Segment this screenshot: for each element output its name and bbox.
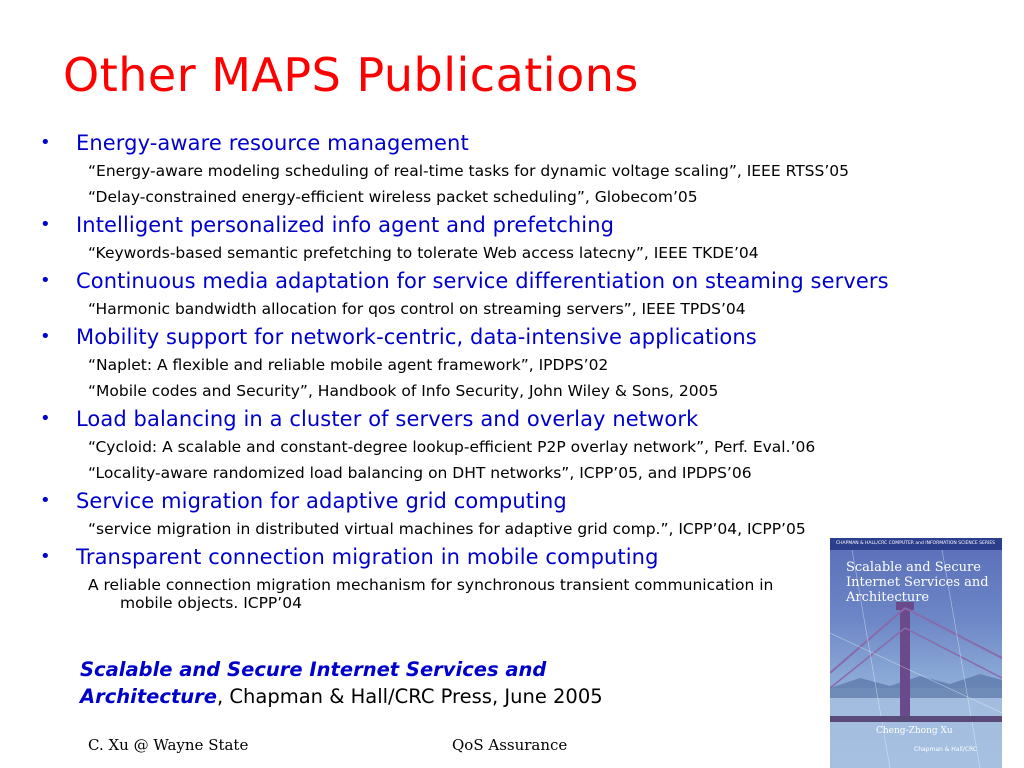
bullet-icon: • [40, 490, 51, 511]
publication-item: “Delay-constrained energy-efficient wireless packet scheduling”, Globecom’05 [88, 188, 698, 206]
topic-label: Mobility support for network-centric, data-intensive applications [76, 325, 757, 349]
publication-item: “Locality-aware randomized load balancing on DHT networks”, ICPP’05, and IPDPS’06 [88, 464, 752, 482]
bullet-icon: • [40, 132, 51, 153]
book-cover-image [830, 538, 1002, 768]
publication-item-continuation: mobile objects. ICPP’04 [120, 594, 302, 612]
publication-item: “Energy-aware modeling scheduling of real-time tasks for dynamic voltage scaling”, IEEE RTSS’05 [88, 162, 850, 180]
topic-item [0, 210, 1024, 240]
publication-item: “Mobile codes and Security”, Handbook of Info Security, John Wiley & Sons, 2005 [88, 382, 719, 400]
topic-item [0, 128, 1024, 158]
topic-item [0, 266, 1024, 296]
cover-title-line: Internet Services and [846, 575, 989, 590]
topic-label: Intelligent personalized info agent and prefetching [76, 213, 615, 237]
cover-title-line: Architecture [846, 590, 930, 605]
bullet-icon: • [40, 546, 51, 567]
bullet-icon: • [40, 214, 51, 235]
bullet-icon: • [40, 408, 51, 429]
publication-item: “service migration in distributed virtual machines for adaptive grid comp.”, ICPP’04, ICPP’05 [88, 520, 806, 538]
cover-title-line: Scalable and Secure [846, 560, 981, 575]
topic-item [0, 404, 1024, 434]
topic-label: Transparent connection migration in mobile computing [76, 545, 659, 569]
slide-title: Other MAPS Publications [63, 48, 639, 102]
publication-item: A reliable connection migration mechanism for synchronous transient communication in [88, 576, 774, 594]
cover-publisher: Chapman & Hall/CRC [914, 746, 978, 753]
topic-label: Load balancing in a cluster of servers and overlay network [76, 407, 699, 431]
publication-item: “Keywords-based semantic prefetching to tolerate Web access latecny”, IEEE TKDE’04 [88, 244, 759, 262]
book-caption [80, 656, 603, 710]
book-caption-title-cont: Architecture [80, 685, 217, 708]
topic-item [0, 322, 1024, 352]
topic-label: Continuous media adaptation for service differentiation on steaming servers [76, 269, 889, 293]
publication-item: “Naplet: A flexible and reliable mobile agent framework”, IPDPS’02 [88, 356, 609, 374]
publication-item: “Cycloid: A scalable and constant-degree lookup-efficient P2P overlay network”, Perf. Eval.’06 [88, 438, 816, 456]
bullet-icon: • [40, 270, 51, 291]
footer-topic: QoS Assurance [452, 736, 568, 754]
topic-label: Service migration for adaptive grid computing [76, 489, 567, 513]
bullet-icon: • [40, 326, 51, 347]
topic-item [0, 486, 1024, 516]
cover-series-text: CHAPMAN & HALL/CRC COMPUTER and INFORMATION SCIENCE SERIES [836, 541, 996, 546]
cover-author: Cheng-Zhong Xu [876, 726, 953, 736]
publication-item: “Harmonic bandwidth allocation for qos control on streaming servers”, IEEE TPDS’04 [88, 300, 746, 318]
footer-author: C. Xu @ Wayne State [88, 736, 249, 754]
cover-title [846, 560, 989, 605]
book-caption-title: Scalable and Secure Internet Services and [80, 658, 547, 681]
topic-label: Energy-aware resource management [76, 131, 469, 155]
book-caption-publisher: , Chapman & Hall/CRC Press, June 2005 [217, 685, 603, 708]
